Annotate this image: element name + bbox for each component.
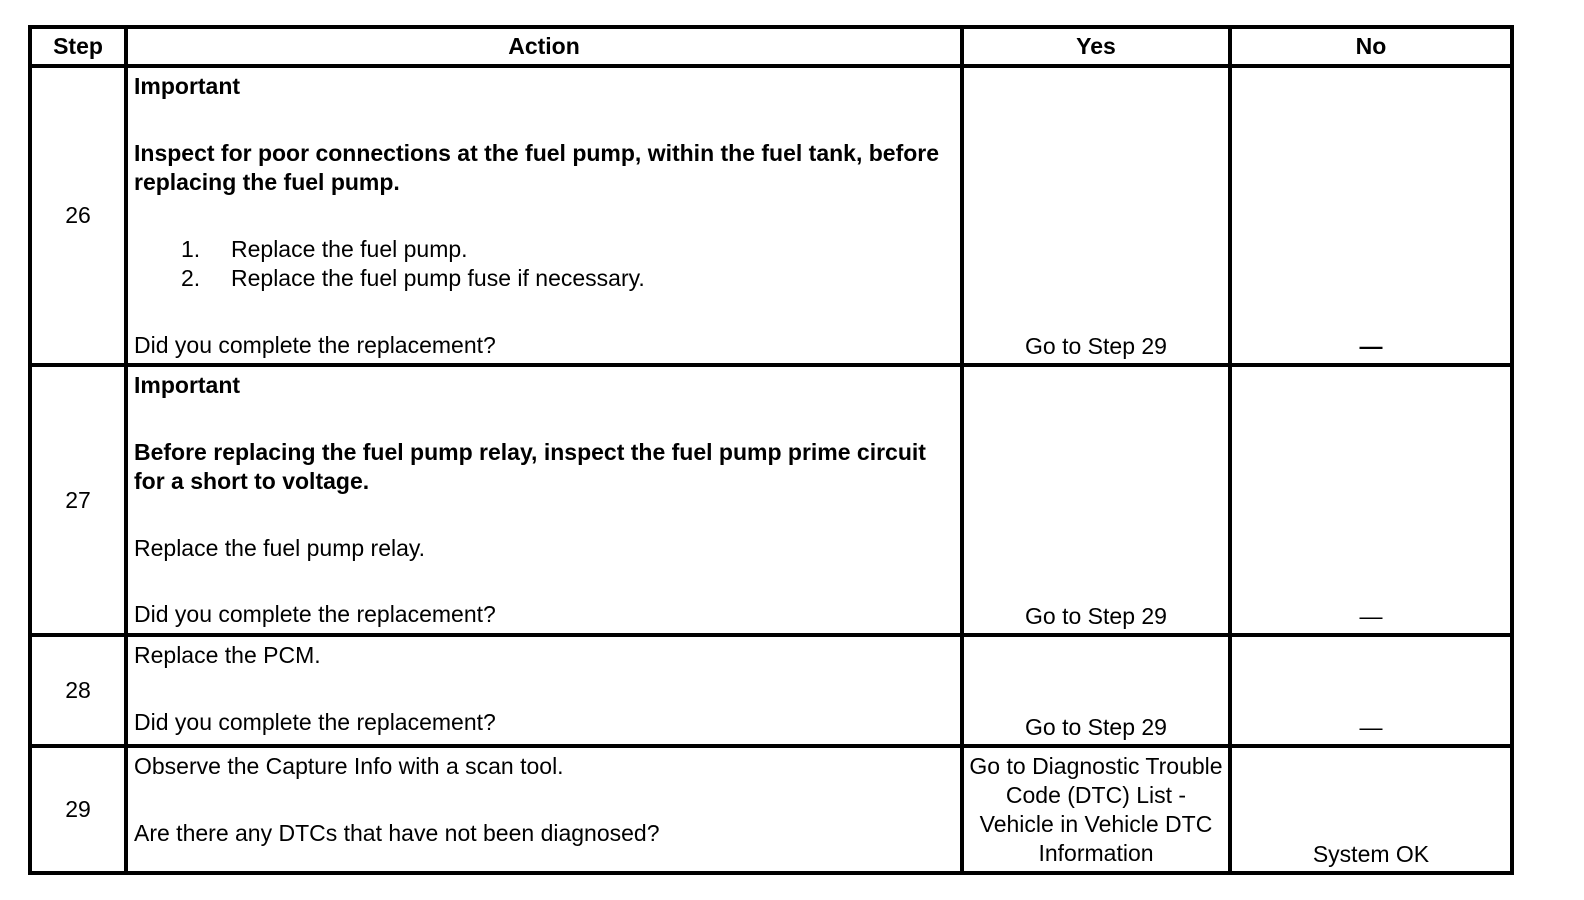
yes-cell: Go to Step 29 bbox=[962, 66, 1230, 365]
question-text: Did you complete the replacement? bbox=[134, 601, 496, 627]
procedure-list bbox=[134, 235, 954, 293]
list-item-text: Replace the fuel pump fuse if necessary. bbox=[231, 265, 645, 291]
yes-cell: Go to Step 29 bbox=[962, 635, 1230, 746]
header-no: No bbox=[1230, 27, 1512, 66]
list-item bbox=[134, 264, 954, 293]
instruction-text: Observe the Capture Info with a scan tool. bbox=[134, 753, 564, 779]
no-cell: — bbox=[1230, 66, 1512, 365]
no-cell: System OK bbox=[1230, 746, 1512, 873]
question-text: Did you complete the replacement? bbox=[134, 709, 496, 735]
important-label: Important bbox=[134, 372, 241, 398]
action-cell bbox=[126, 66, 962, 365]
instruction-text: Replace the fuel pump relay. bbox=[134, 535, 426, 561]
list-item-text: Replace the fuel pump. bbox=[231, 236, 468, 262]
header-step: Step bbox=[30, 27, 126, 66]
no-cell: — bbox=[1230, 365, 1512, 635]
diagnostic-table bbox=[28, 25, 1514, 875]
important-note: Inspect for poor connections at the fuel pump, within the fuel tank, before replacing the fuel pump. bbox=[134, 140, 940, 195]
table-row bbox=[30, 66, 1512, 365]
list-item-number: 1. bbox=[181, 236, 201, 262]
action-cell bbox=[126, 365, 962, 635]
header-yes: Yes bbox=[962, 27, 1230, 66]
important-label: Important bbox=[134, 73, 241, 99]
instruction-text: Replace the PCM. bbox=[134, 642, 321, 668]
header-action: Action bbox=[126, 27, 962, 66]
step-number: 29 bbox=[30, 746, 126, 873]
step-number: 27 bbox=[30, 365, 126, 635]
list-item-number: 2. bbox=[181, 265, 201, 291]
table-row bbox=[30, 365, 1512, 635]
table-row bbox=[30, 746, 1512, 873]
step-number: 26 bbox=[30, 66, 126, 365]
yes-cell: Go to Step 29 bbox=[962, 365, 1230, 635]
question-text: Did you complete the replacement? bbox=[134, 332, 496, 358]
action-cell bbox=[126, 635, 962, 746]
table-row bbox=[30, 635, 1512, 746]
question-text: Are there any DTCs that have not been diagnosed? bbox=[134, 820, 660, 846]
action-cell bbox=[126, 746, 962, 873]
important-note: Before replacing the fuel pump relay, inspect the fuel pump prime circuit for a short to voltage. bbox=[134, 439, 926, 494]
no-cell: — bbox=[1230, 635, 1512, 746]
yes-cell: Go to Diagnostic Trouble Code (DTC) List - Vehicle in Vehicle DTC Information bbox=[962, 746, 1230, 873]
list-item bbox=[134, 235, 954, 264]
step-number: 28 bbox=[30, 635, 126, 746]
header-row bbox=[30, 27, 1512, 66]
